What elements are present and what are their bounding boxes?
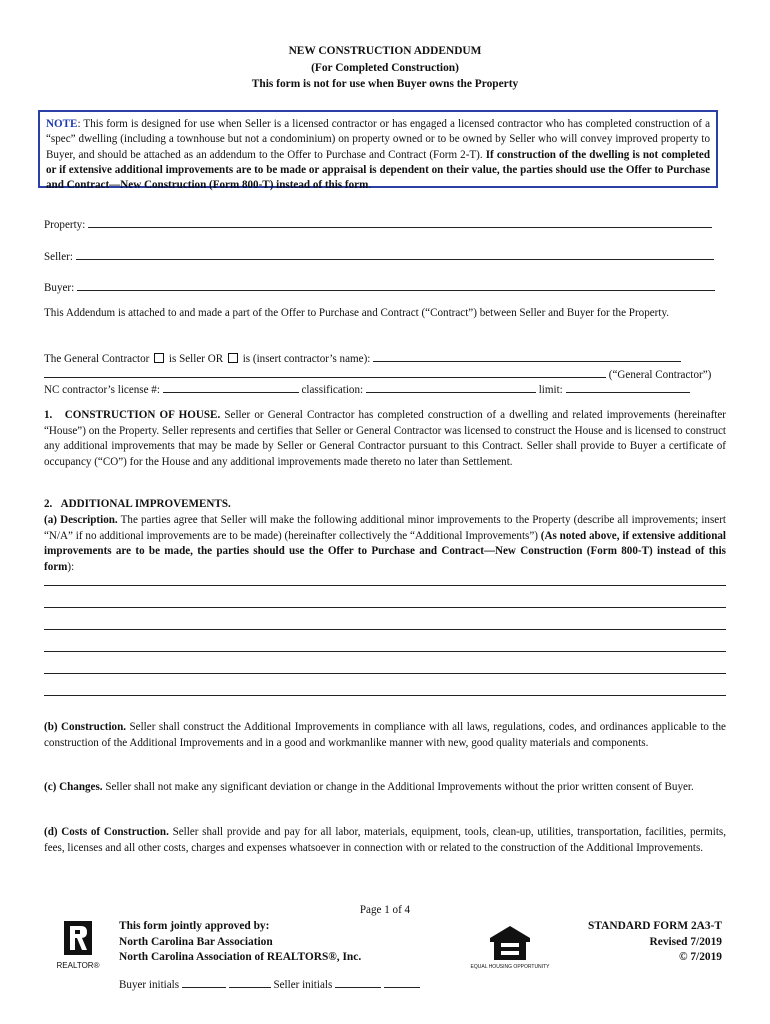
section-2a-text: The parties agree that Seller will make the following additional minor improvements to the Property (describe all improvements; insert “N/A” if no additional improvements are to be made) (hereinafter collectively the “Additional Improvements”) [44, 514, 726, 542]
section-2a [44, 513, 726, 575]
buyer-field[interactable] [77, 280, 715, 291]
note-end: . [368, 179, 372, 192]
contractor-prefix: The General Contractor [44, 353, 150, 365]
note-text: : This form is designed for use when Seller is a licensed contractor or has engaged a licensed contractor who has completed construction of a “spec” dwelling (including a townhouse but not a condominium) on property owned or to be owned by Seller who will convey improved property to Buyer, and should be attached as an addendum to the Offer to Purchase and Contract (Form 2-T). [46, 118, 710, 161]
license-label: NC contractor’s license #: [44, 384, 160, 396]
buyer-initials-field-1[interactable] [182, 977, 226, 988]
nc-bar-association: North Carolina Bar Association [119, 935, 273, 948]
description-line[interactable] [44, 695, 726, 696]
section-2a-label: (a) Description. [44, 514, 118, 526]
seller-label: Seller: [44, 251, 73, 263]
section-2d-text: Seller shall provide and pay for all labor, materials, equipment, tools, clean-up, utilities, transportation, facilities, permits, fees, licenses and all other costs, charges and expenses whatsoever in connection with or related to the construction of the Additional Improvements. [44, 826, 726, 854]
contractor-option-other: is (insert contractor’s name): [242, 353, 371, 365]
property-label: Property: [44, 219, 86, 231]
note-box [38, 110, 718, 192]
contractor-row-2 [44, 367, 726, 381]
section-2-heading: 2. ADDITIONAL IMPROVEMENTS. [44, 498, 231, 510]
form-id-block [560, 919, 722, 966]
contractor-row [44, 351, 726, 365]
description-line[interactable] [44, 585, 726, 586]
description-line[interactable] [44, 673, 726, 674]
seller-initials-label: Seller initials [273, 979, 333, 991]
general-contractor-label: (“General Contractor”) [608, 369, 712, 381]
attached-paragraph: This Addendum is attached to and made a part of the Offer to Purchase and Contract (“Contract”) between Seller and Buyer for the Property. [44, 307, 670, 319]
seller-initials-field-2[interactable] [384, 977, 420, 988]
revised-date: Revised 7/2019 [649, 935, 722, 948]
buyer-initials-label: Buyer initials [119, 979, 180, 991]
section-2b-text: Seller shall construct the Additional Improvements in compliance with all laws, regulations, codes, and ordinances applicable to the construction of the Additional Improvements and in a good and workmanlike manner with new, good quality materials and components. [44, 721, 726, 749]
limit-field[interactable] [566, 382, 690, 393]
section-2b [44, 720, 726, 751]
standard-form: STANDARD FORM 2A3-T [588, 920, 722, 932]
seller-checkbox[interactable] [154, 353, 164, 363]
section-2a-end: ): [67, 560, 75, 573]
form-subtitle: (For Completed Construction) [311, 62, 459, 74]
note-label: NOTE [46, 118, 78, 130]
buyer-row [44, 280, 726, 294]
equal-housing-logo [470, 924, 550, 974]
classification-field[interactable] [366, 382, 536, 393]
realtor-logo-text: REALTOR® [56, 961, 100, 970]
license-field[interactable] [163, 382, 299, 393]
classification-label: classification: [301, 384, 364, 396]
description-line[interactable] [44, 607, 726, 608]
contractor-name-field-2[interactable] [44, 367, 606, 378]
section-1 [44, 408, 726, 470]
section-2c [44, 780, 726, 796]
form-warning: This form is not for use when Buyer owns the Property [251, 78, 519, 90]
section-2a-bold: (As noted above, if extensive additional improvements are to be made, the parties should use the Offer to Purchase and Contract—New Construction (Form 800-T) instead of this form [44, 529, 726, 573]
description-line[interactable] [44, 651, 726, 652]
property-row [44, 217, 726, 231]
property-field[interactable] [88, 217, 712, 228]
seller-row [44, 249, 726, 263]
nc-realtors-association: North Carolina Association of REALTORS®, Inc. [119, 951, 362, 964]
realtor-logo [56, 921, 100, 973]
seller-initials-field-1[interactable] [335, 977, 381, 988]
approval-block [119, 919, 361, 966]
section-2c-label: (c) Changes. [44, 781, 103, 793]
section-2d [44, 825, 726, 856]
copyright: © 7/2019 [679, 951, 722, 964]
initials-row [119, 977, 420, 994]
eho-logo-text: EQUAL HOUSING OPPORTUNITY [470, 964, 550, 970]
buyer-label: Buyer: [44, 282, 75, 294]
section-1-heading: 1. CONSTRUCTION OF HOUSE. [44, 409, 221, 421]
license-row [44, 382, 726, 396]
section-2d-label: (d) Costs of Construction. [44, 826, 169, 838]
form-title: NEW CONSTRUCTION ADDENDUM [288, 45, 482, 57]
limit-label: limit: [538, 384, 563, 396]
page-number: Page 1 of 4 [359, 904, 411, 916]
buyer-initials-field-2[interactable] [229, 977, 271, 988]
section-2c-text: Seller shall not make any significant deviation or change in the Additional Improvements without the prior written consent of Buyer. [102, 781, 694, 793]
contractor-name-field[interactable] [373, 351, 681, 362]
approved-by: This form jointly approved by: [119, 920, 270, 932]
section-1-text: Seller or General Contractor has completed construction of a dwelling and related improvements (hereinafter “House”) on the Property. Seller represents and certifies that Seller or General Contractor was licensed to construct the House and is licensed to construct any additional improvements that may be made by Seller or General Contractor pursuant to this Contract. Seller shall provide to Buyer a certificate of occupancy (“CO”) for the House and any additional improvements made thereto no later than Settlement. [44, 409, 726, 468]
note-bold-text: If construction of the dwelling is not completed or if extensive additional improvements are to be made or appraisal is dependent on their value, the parties should use the Offer to Purchase and Contract—New Construction (Form 800-T) instead of this form [46, 148, 710, 192]
contractor-option-seller: is Seller OR [168, 353, 224, 365]
description-line[interactable] [44, 629, 726, 630]
section-2b-label: (b) Construction. [44, 721, 127, 733]
other-contractor-checkbox[interactable] [228, 353, 238, 363]
seller-field[interactable] [76, 249, 714, 260]
